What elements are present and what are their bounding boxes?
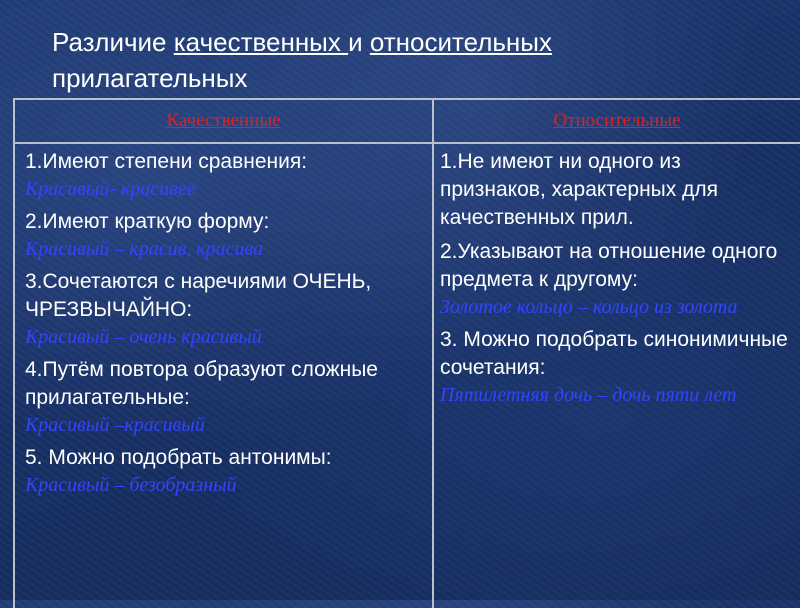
- item-example: Золотое кольцо – кольцо из золота: [440, 296, 738, 318]
- comparison-table: [13, 98, 800, 608]
- title-part-1: Различие: [52, 27, 174, 57]
- relative-item-3: [440, 326, 790, 408]
- header-qualitative: Качественные: [166, 110, 281, 131]
- item-text: 1.Не имеют ни одного из признаков, характерных для качественных прил.: [440, 150, 718, 229]
- item-text: 3.Сочетаются с наречиями ОЧЕНЬ, ЧРЕЗВЫЧАЙНО:: [25, 270, 372, 321]
- qualitative-item-2: [25, 208, 425, 262]
- item-text: 2.Указывают на отношение одного предмета к другому:: [440, 240, 778, 291]
- item-example: Красивый –красивый: [25, 414, 205, 436]
- header-divider: [15, 142, 800, 144]
- qualitative-item-1: [25, 148, 425, 202]
- item-text: 3. Можно подобрать синонимичные сочетания:: [440, 328, 788, 379]
- qualitative-item-3: [25, 268, 425, 350]
- item-text: 1.Имеют степени сравнения:: [25, 150, 308, 173]
- item-example: Красивый- красивее: [25, 178, 196, 200]
- column-divider: [432, 100, 434, 608]
- header-relative: Относительные: [553, 110, 681, 131]
- column-qualitative: [25, 148, 425, 504]
- column-relative: [440, 148, 790, 414]
- title-part-4: относительных: [369, 27, 552, 57]
- item-example: Красивый – безобразный: [25, 474, 237, 496]
- item-example: Пятилетняя дочь – дочь пяти лет: [440, 384, 737, 406]
- item-example: Красивый – очень красивый: [25, 326, 262, 348]
- slide-title: [52, 24, 772, 96]
- relative-item-1: [440, 148, 790, 232]
- item-text: 4.Путём повтора образуют сложные прилагательные:: [25, 358, 378, 409]
- qualitative-item-5: [25, 444, 425, 498]
- item-text: 5. Можно подобрать антонимы:: [25, 446, 332, 469]
- item-example: Красивый – красив, красива: [25, 238, 264, 260]
- title-part-3: и: [348, 27, 370, 57]
- relative-item-2: [440, 238, 790, 320]
- title-part-2: качественных: [173, 27, 349, 57]
- item-text: 2.Имеют краткую форму:: [25, 210, 270, 233]
- qualitative-item-4: [25, 356, 425, 438]
- title-line-2: прилагательных: [52, 63, 248, 93]
